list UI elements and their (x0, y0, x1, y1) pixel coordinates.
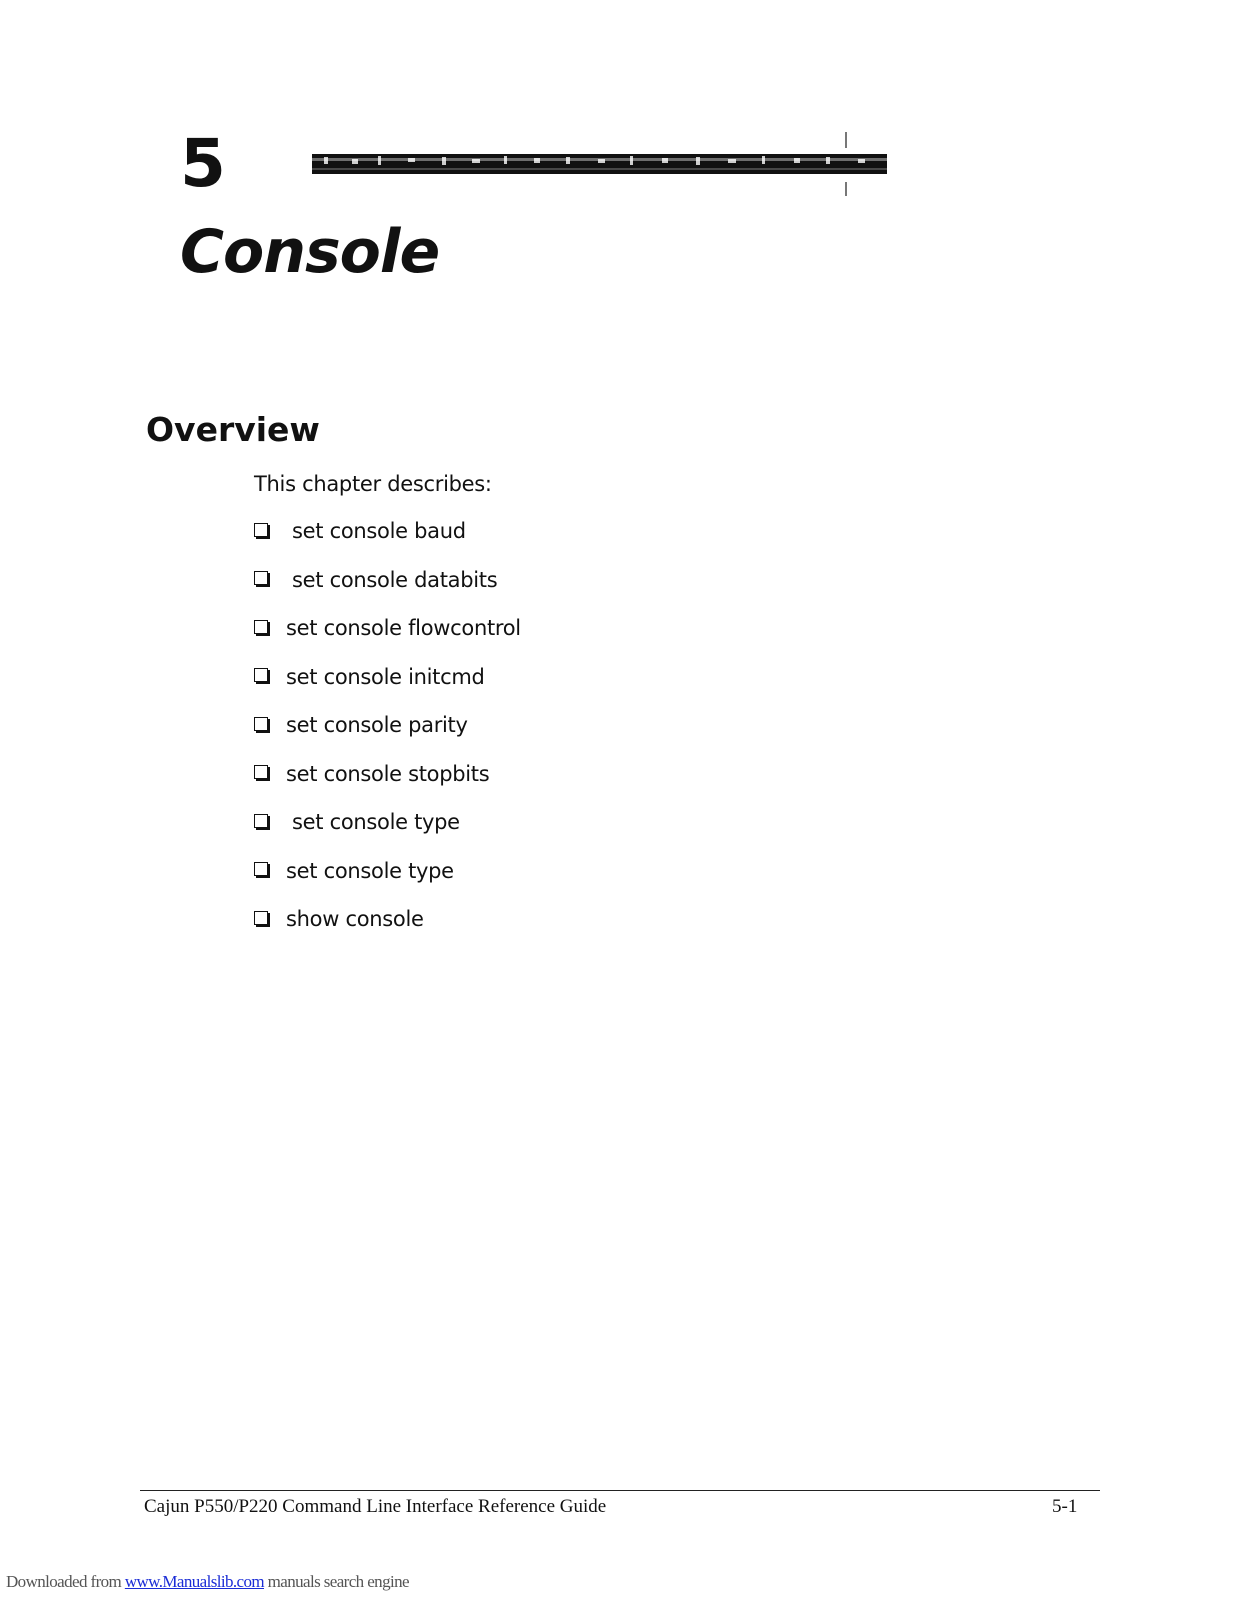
list-item-label: set console stopbits (286, 761, 490, 786)
checkbox-bullet-icon (254, 523, 268, 537)
list-item-label: set console initcmd (286, 664, 485, 689)
list-item (254, 760, 521, 788)
checkbox-bullet-icon (254, 862, 268, 876)
list-item-label: set console type (292, 810, 460, 834)
chapter-title: Console (180, 217, 440, 287)
section-heading-overview: Overview (146, 410, 320, 449)
list-item (254, 711, 521, 739)
list-item (254, 663, 521, 691)
list-item (254, 857, 521, 885)
manualslib-link[interactable]: www.Manualslib.com (124, 1572, 265, 1591)
checkbox-bullet-icon (254, 571, 268, 585)
topic-list (254, 517, 521, 954)
list-item-label: show console (286, 907, 424, 931)
checkbox-bullet-icon (254, 717, 268, 731)
checkbox-bullet-icon (254, 620, 268, 634)
checkbox-bullet-icon (254, 765, 268, 779)
list-item-label: set console baud (292, 519, 466, 543)
download-notice (6, 1570, 409, 1594)
download-suffix: manuals search engine (264, 1572, 409, 1591)
list-item-label: set console parity (286, 713, 468, 737)
intro-text: This chapter describes: (254, 472, 492, 496)
footer-page-number: 5-1 (1052, 1496, 1078, 1517)
list-item (254, 566, 521, 594)
chapter-number: 5 (180, 125, 226, 202)
checkbox-bullet-icon (254, 668, 268, 682)
list-item-label: set console flowcontrol (286, 616, 521, 640)
download-prefix: Downloaded from (6, 1572, 125, 1591)
footer-guide-title: Cajun P550/P220 Command Line Interface Reference Guide (144, 1496, 607, 1517)
list-item (254, 905, 521, 933)
chapter-rule-graphic (312, 130, 902, 202)
checkbox-bullet-icon (254, 814, 268, 828)
footer-divider (140, 1490, 1100, 1491)
list-item-label: set console databits (292, 567, 498, 592)
list-item-label: set console type (286, 858, 454, 883)
list-item (254, 517, 521, 545)
list-item (254, 614, 521, 642)
checkbox-bullet-icon (254, 911, 268, 925)
list-item (254, 808, 521, 836)
